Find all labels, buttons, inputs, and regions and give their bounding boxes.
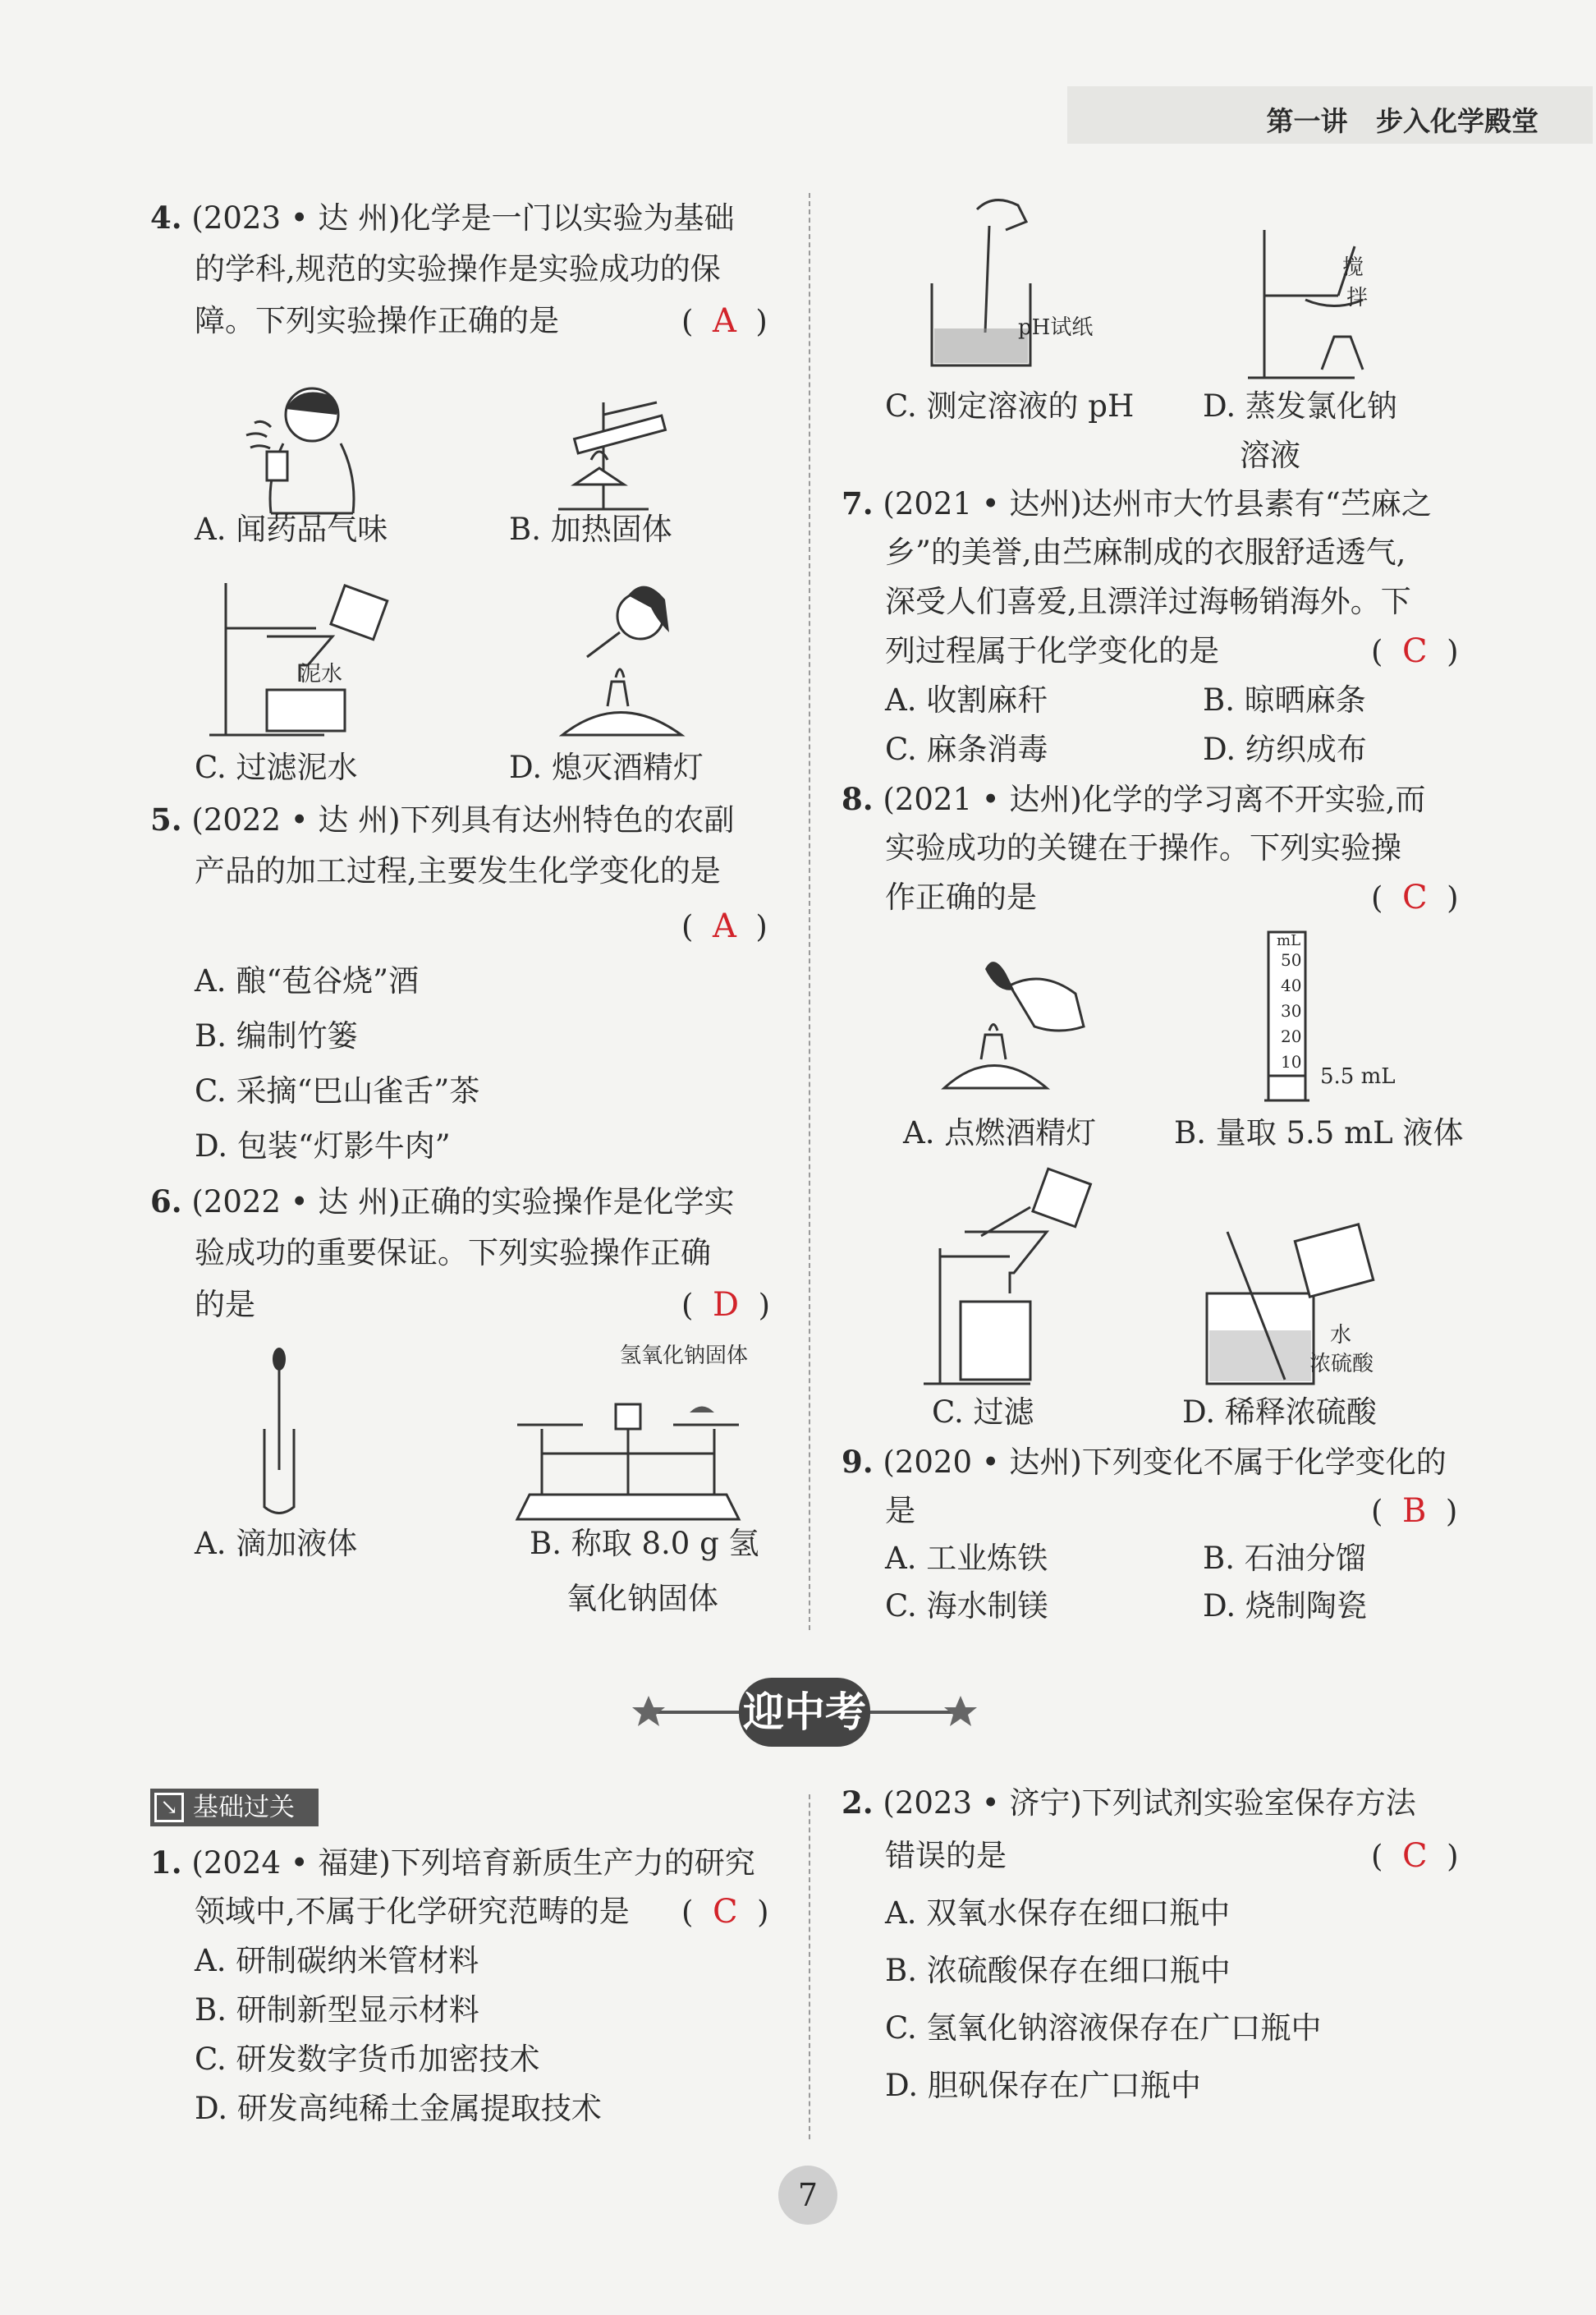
q1-answer: ( C ) [681,1893,769,1931]
chapter-label: 第一讲 [1266,105,1348,137]
q1-line-1: 1. (2024 • 福建)下列培育新质生产力的研究 [150,1844,755,1881]
q5-option-b: B. 编制竹篓 [195,1018,358,1054]
q2-option-b: B. 浓硫酸保存在细口瓶中 [885,1953,1231,1988]
q4-option-d: D. 熄灭酒精灯 [509,750,704,785]
q9-line-2: 是 [885,1493,915,1528]
q6-option-a: A. 滴加液体 [195,1526,358,1561]
q7-option-b: B. 晾晒麻条 [1203,682,1366,718]
fig-filter-mud [201,575,382,739]
q6-option-b: B. 称取 8.0 g 氢 [530,1526,759,1561]
q7-line-3: 深受人们喜爱,且漂洋过海畅销海外。下 [885,584,1411,619]
chapter-title: 步入化学殿堂 [1376,105,1539,137]
q8-option-b: B. 量取 5.5 mL 液体 [1174,1115,1464,1151]
fig-light-lamp [936,953,1100,1092]
q7-line-2: 乡”的美誉,由苎麻制成的衣服舒适透气, [885,535,1406,570]
page-number: 7 [778,2166,837,2225]
q2-line-1: 2. (2023 • 济宁)下列试剂实验室保存方法 [842,1784,1416,1821]
acid-label: 浓硫酸 [1309,1352,1374,1376]
q8-answer: ( C ) [1371,879,1459,916]
q9-option-a: A. 工业炼铁 [885,1541,1048,1576]
q7-line-4: 列过程属于化学变化的是 [885,633,1219,668]
q7-option-d: D. 纺织成布 [1203,732,1367,767]
column-divider-bottom [809,1794,810,2139]
mud-water-label: 泥水 [300,662,343,687]
q7-option-c: C. 麻条消毒 [885,732,1048,767]
q2-line-2: 错误的是 [885,1838,1007,1873]
q9-answer: ( B ) [1371,1492,1458,1530]
q8-line-1: 8. (2021 • 达州)化学的学习离不开实验,而 [842,781,1426,817]
q4-line-1: 4. (2023 • 达 州)化学是一门以实验为基础 [150,200,735,236]
q4-option-a: A. 闻药品气味 [195,512,388,547]
q1-option-c: C. 研发数字货币加密技术 [195,2042,540,2077]
q1-option-b: B. 研制新型显示材料 [195,1992,479,2028]
q8-line-2: 实验成功的关键在于操作。下列实验操 [885,830,1401,866]
q6-line-3: 的是 [195,1287,255,1322]
fig-heat-solid [542,394,673,517]
q2-answer: ( C ) [1371,1837,1459,1875]
q6-line-1: 6. (2022 • 达 州)正确的实验操作是化学实 [150,1183,735,1220]
page-header [1267,100,1539,139]
cylinder-ml: mL [1277,932,1301,949]
cylinder-tick-20: 20 [1281,1027,1302,1046]
fig-filter [915,1166,1096,1388]
q9-option-b: B. 石油分馏 [1203,1541,1366,1576]
fig-evaporate [1231,222,1396,386]
q6-option-c: C. 测定溶液的 pH [885,388,1135,424]
q9-line-1: 9. (2020 • 达州)下列变化不属于化学变化的 [842,1444,1447,1480]
arrow-down-right-icon: ↘ [154,1793,184,1822]
fig-ph-test [928,193,1051,374]
cylinder-tick-40: 40 [1281,976,1302,995]
q6-option-b-line2: 氧化钠固体 [566,1581,718,1616]
naoh-label: 氢氧化钠固体 [620,1344,749,1368]
q4-option-b: B. 加热固体 [509,512,672,547]
q8-option-a: A. 点燃酒精灯 [903,1115,1097,1151]
q8-option-c: C. 过滤 [932,1394,1034,1430]
q1-option-a: A. 研制碳纳米管材料 [195,1943,479,1978]
q1-option-d: D. 研发高纯稀土金属提取技术 [195,2091,602,2126]
column-divider [809,193,810,1630]
fig-balance [509,1380,747,1523]
stir-label-2: 拌 [1346,286,1369,310]
q2-option-d: D. 胆矾保存在广口瓶中 [885,2068,1201,2103]
q5-answer: ( A ) [681,907,768,945]
q4-answer: ( A ) [681,302,768,340]
q6-line-2: 验成功的重要保证。下列实验操作正确 [195,1235,711,1270]
q9-option-c: C. 海水制镁 [885,1588,1048,1624]
q8-line-3: 作正确的是 [885,880,1037,915]
cylinder-tick-10: 10 [1281,1052,1302,1072]
q2-option-c: C. 氢氧化钠溶液保存在广口瓶中 [885,2010,1322,2046]
q4-line-3: 障。下列实验操作正确的是 [195,303,559,338]
fig-drop-liquid [255,1347,304,1519]
q7-line-1: 7. (2021 • 达州)达州市大竹县素有“苎麻之 [842,485,1432,521]
cylinder-reading: 5.5 mL [1320,1064,1396,1089]
q8-option-d: D. 稀释浓硫酸 [1182,1394,1377,1430]
cylinder-tick-30: 30 [1281,1001,1302,1021]
banner-title: 迎中考 [743,1688,866,1736]
cylinder-tick-50: 50 [1281,950,1302,970]
ph-paper-label: pH试纸 [1018,315,1094,340]
q1-line-2: 领域中,不属于化学研究范畴的是 [195,1894,630,1929]
fig-extinguish-lamp [546,583,694,739]
q4-option-c: C. 过滤泥水 [195,750,358,785]
q4-line-2: 的学科,规范的实验操作是实验成功的保 [195,251,721,287]
q7-option-a: A. 收割麻秆 [885,682,1048,718]
q6-answer: ( D ) [681,1286,771,1324]
q7-answer: ( C ) [1371,632,1459,670]
fig-smell-boy [234,378,365,517]
q5-line-1: 5. (2022 • 达 州)下列具有达州特色的农副 [150,802,735,838]
q5-line-2: 产品的加工过程,主要发生化学变化的是 [195,853,721,889]
q6-option-d-line2: 溶液 [1240,438,1300,473]
q5-option-d: D. 包装“灯影牛肉” [195,1128,451,1164]
section-tag: 基础过关 [150,1789,319,1826]
water-label: 水 [1330,1323,1352,1348]
stir-label-1: 搅 [1342,255,1364,280]
q5-option-a: A. 酿“苞谷烧”酒 [195,963,420,999]
q9-option-d: D. 烧制陶瓷 [1203,1588,1367,1624]
q5-option-c: C. 采摘“巴山雀舌”茶 [195,1073,480,1109]
q6-option-d: D. 蒸发氯化钠 [1203,388,1397,424]
q2-option-a: A. 双氧水保存在细口瓶中 [885,1895,1231,1931]
